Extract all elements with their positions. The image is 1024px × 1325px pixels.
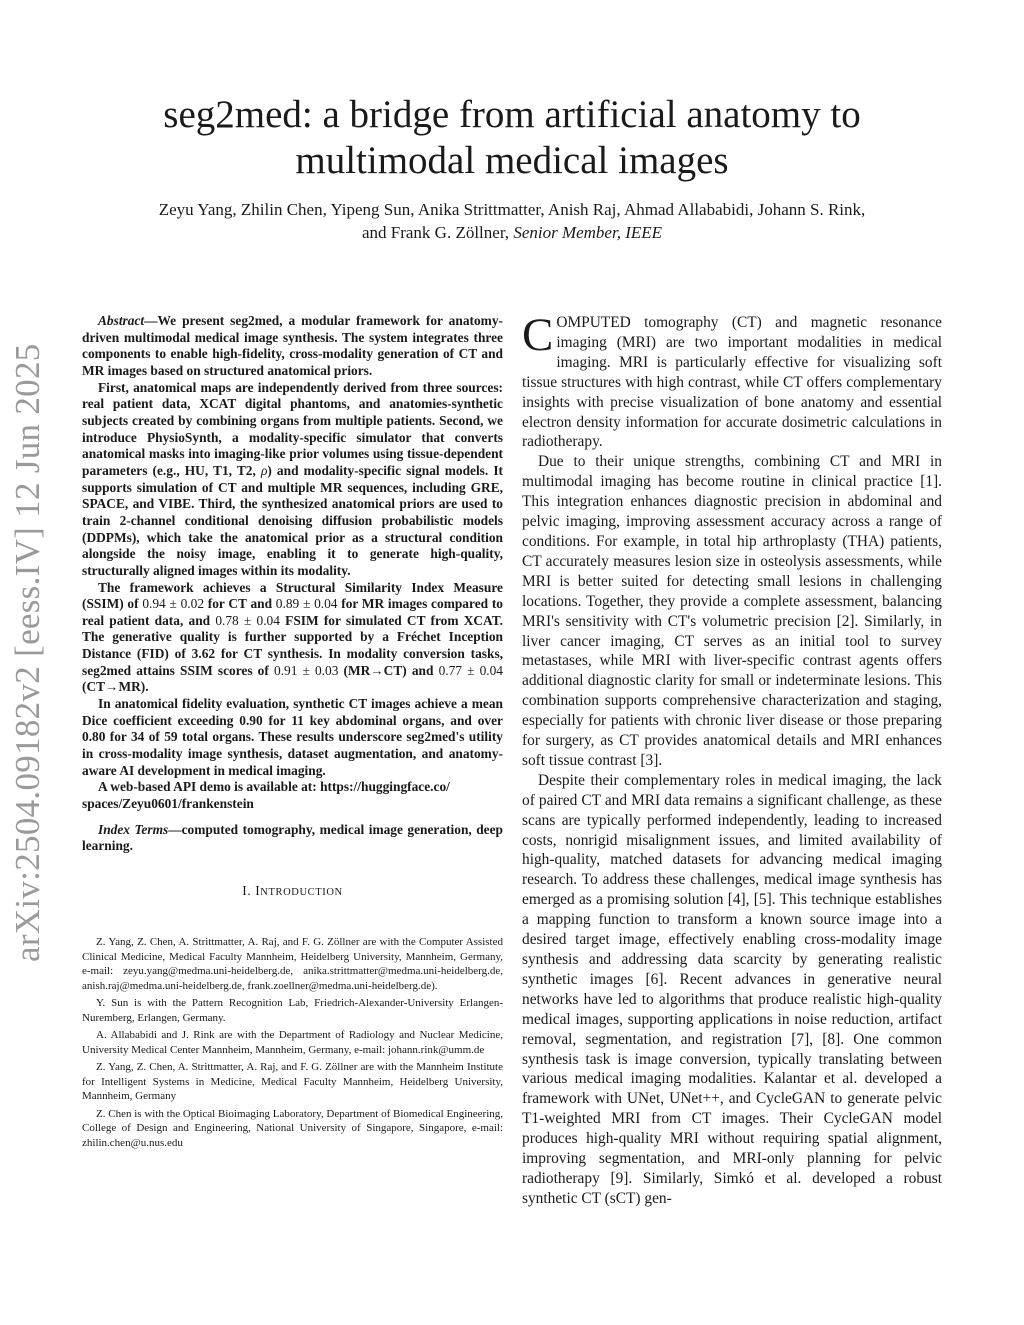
abstract-paragraph: The framework achieves a Structural Similarity Index Measure (SSIM) of 0.94 ± 0.02 for CT and 0.89 ± 0.04 for MR images compared to real patient data, and 0.78 ± 0.04 FSIM for simulated CT from XCAT. The generative quality is further supported by a Fréchet Inception Distance (FID) of 3.62 for CT synthesis. In modality conversion tasks, seg2med attains SSIM scores of 0.91 ± 0.03 (MR→CT) and 0.77 ± 0.04 (CT→MR). [82,579,504,695]
math-value: 0.89 ± 0.04 [275,596,338,612]
footnote: Z. Yang, Z. Chen, A. Strittmatter, A. Raj, and F. G. Zöllner are with the Computer Assisted Clinical Medicine, Medical Faculty Mannheim, Heidelberg University, Mannheim, Germany, e-mail: zeyu.yang@medma.uni-heidelberg.de, anika.strittmatter@medma.uni-heidelberg.de, anish.raj@medma.uni-heidelberg.de, frank.zoellner@medma.uni-heidelberg.de). [82,936,503,992]
math-value: 0.77 ± 0.04 [438,662,504,678]
intro-paragraph: Due to their unique strengths, combining CT and MRI in multimodal imaging has become routine in clinical practice [1]. This integration enhances diagnostic precision in abdominal and pelvic imaging, improving assessment accuracy across a range of conditions. For example, in total hip arthroplasty (THA) patients, CT accurately measures lesion size in osteolysis assessments, while MRI is better suited for detecting small lesions in challenging locations. Together, they provide a complete assessment, balancing MRI's sensitivity with CT's volumetric precision [2]. Similarly, in liver cancer imaging, CT serves as an initial tool to survey metastases, while MRI with liver-specific contrast agents offers additional diagnostic clarity for small or indeterminate lesions. This combination supports comprehensive characterization and staging, especially for patients with chronic liver disease or those preparing for surgery, as CT provides anatomical details and MRI enhances soft tissue contrast [3]. [522,453,942,769]
abstract-paragraph: In anatomical fidelity evaluation, synthetic CT images achieve a mean Dice coefficient exceeding 0.90 for 11 key abdominal organs, and over 0.80 for 34 of 59 total organs. These results underscore seg2med's utility in cross-modality image synthesis, dataset augmentation, and anatomy-aware AI development in medical imaging. [82,696,503,778]
abstract [82,313,503,813]
author-list [100,198,924,244]
math-value: 0.91 ± 0.03 [273,662,339,678]
math-value: 0.94 ± 0.02 [142,596,205,612]
footnote: A. Allababidi and J. Rink are with the Department of Radiology and Nuclear Medicine, University Medical Center Mannheim, Mannheim, Germany, e-mail: johann.rink@umm.de [82,1029,503,1056]
abstract-paragraph [82,779,503,812]
abstract-paragraph: Abstract—We present seg2med, a modular framework for anatomy-driven multimodal medical image synthesis. The system integrates three components to enable high-fidelity, cross-modality generation of CT and MR images based on structured anatomical priors. [82,313,503,378]
affiliation-footnotes [82,935,503,1150]
paper-title [100,92,924,184]
footnote: Z. Chen is with the Optical Bioimaging Laboratory, Department of Biomedical Engineering, College of Design and Engineering, National University of Singapore, Singapore, e-mail: zhilin.chen@u.nus.edu [82,1107,503,1149]
arxiv-identifier[interactable]: arXiv:2504.09182v2 [eess.IV] 12 Jun 2025 [8,343,47,962]
intro-paragraph: COMPUTED tomography (CT) and magnetic resonance imaging (MRI) are two important modalities in medical imaging. MRI is particularly effective for visualizing soft tissue structures with high contrast, while CT offers complementary insights with precise visualization of bone anatomy and essential electron density information for accurate dosimetric calculations in radiotherapy. [522,309,942,451]
demo-url-continued[interactable]: spaces/Zeyu0601/frankenstein [82,796,254,812]
title-line-1: seg2med: a bridge from artificial anatomy to [163,93,861,136]
section-heading: I. INTRODUCTION [242,883,343,898]
left-column [82,313,503,1153]
index-terms-label: Index Terms [98,821,169,837]
footnote: Z. Yang, Z. Chen, A. Strittmatter, A. Raj, and F. G. Zöllner are with the Mannheim Institute for Intelligent Systems in Medicine, Medical Faculty Mannheim, Heidelberg University, Mannheim, Germany [82,1061,503,1102]
math-rho: ρ [260,462,268,478]
abstract-label: Abstract [98,313,145,328]
authors-line-2: and Frank G. Zöllner, [361,223,514,242]
index-terms: Index Terms—computed tomography, medical image generation, deep learning. [82,821,503,854]
author-membership: Senior Member, IEEE [513,223,663,242]
footnote: Y. Sun is with the Pattern Recognition Lab, Friedrich-Alexander-University Erlangen-Nuremberg, Erlangen, Germany. [82,997,503,1024]
abstract-paragraph: First, anatomical maps are independently derived from three sources: real patient data, XCAT digital phantoms, and anatomies-synthetic subjects created by combining organs from multiple patients. Second, we introduce PhysioSynth, a modality-specific simulator that converts anatomical masks into imaging-like prior volumes using tissue-dependent parameters (e.g., HU, T1, T2, ρ) and modality-specific signal models. It supports simulation of CT and multiple MR sequences, including GRE, SPACE, and VIBE. Third, the synthesized anatomical priors are used to train 2-channel conditional denoising diffusion probabilistic models (DDPMs), which take the anatomical prior as a structural condition alongside the noisy image, enabling it to generate high-quality, structurally aligned images within its modality. [82,379,503,578]
right-column [522,309,942,1209]
math-value: 0.78 ± 0.04 [215,612,280,628]
demo-url[interactable]: A web-based API demo is available at: https://huggingface.co/ [98,779,450,795]
title-line-2: multimodal medical images [295,139,729,182]
drop-cap: C [522,309,554,361]
authors-line-1: Zeyu Yang, Zhilin Chen, Yipeng Sun, Anika Strittmatter, Anish Raj, Ahmad Allababidi, Johann S. Rink, [158,200,866,219]
intro-paragraph: Despite their complementary roles in medical imaging, the lack of paired CT and MRI data remains a significant challenge, as these scans are typically performed independently, leading to increased costs, nonrigid misalignment issues, and limited availability of high-quality, matched datasets for advancing medical imaging research. To address these challenges, medical image synthesis has emerged as a promising solution [4], [5]. This technique establishes a mapping function to transform a known source image into a desired target image, effectively enabling cross-modality image synthesis and addressing data scarcity by generating realistic synthetic images [6]. Recent advances in generative neural networks have led to algorithms that produce realistic high-quality medical images, supporting applications in noise reduction, artifact removal, segmentation, and registration [7], [8]. One common synthesis task is image conversion, typically translating between various medical imaging modalities. Kalantar et al. developed a framework with UNet, UNet++, and CycleGAN to generate pelvic T1-weighted MRI from CT images. Their CycleGAN model produces high-quality MRI without requiring spatial alignment, improving segmentation, and MRI-only planning for pelvic radiotherapy [9]. Similarly, Simkó et al. developed a robust synthetic CT (sCT) gen- [522,771,942,1207]
